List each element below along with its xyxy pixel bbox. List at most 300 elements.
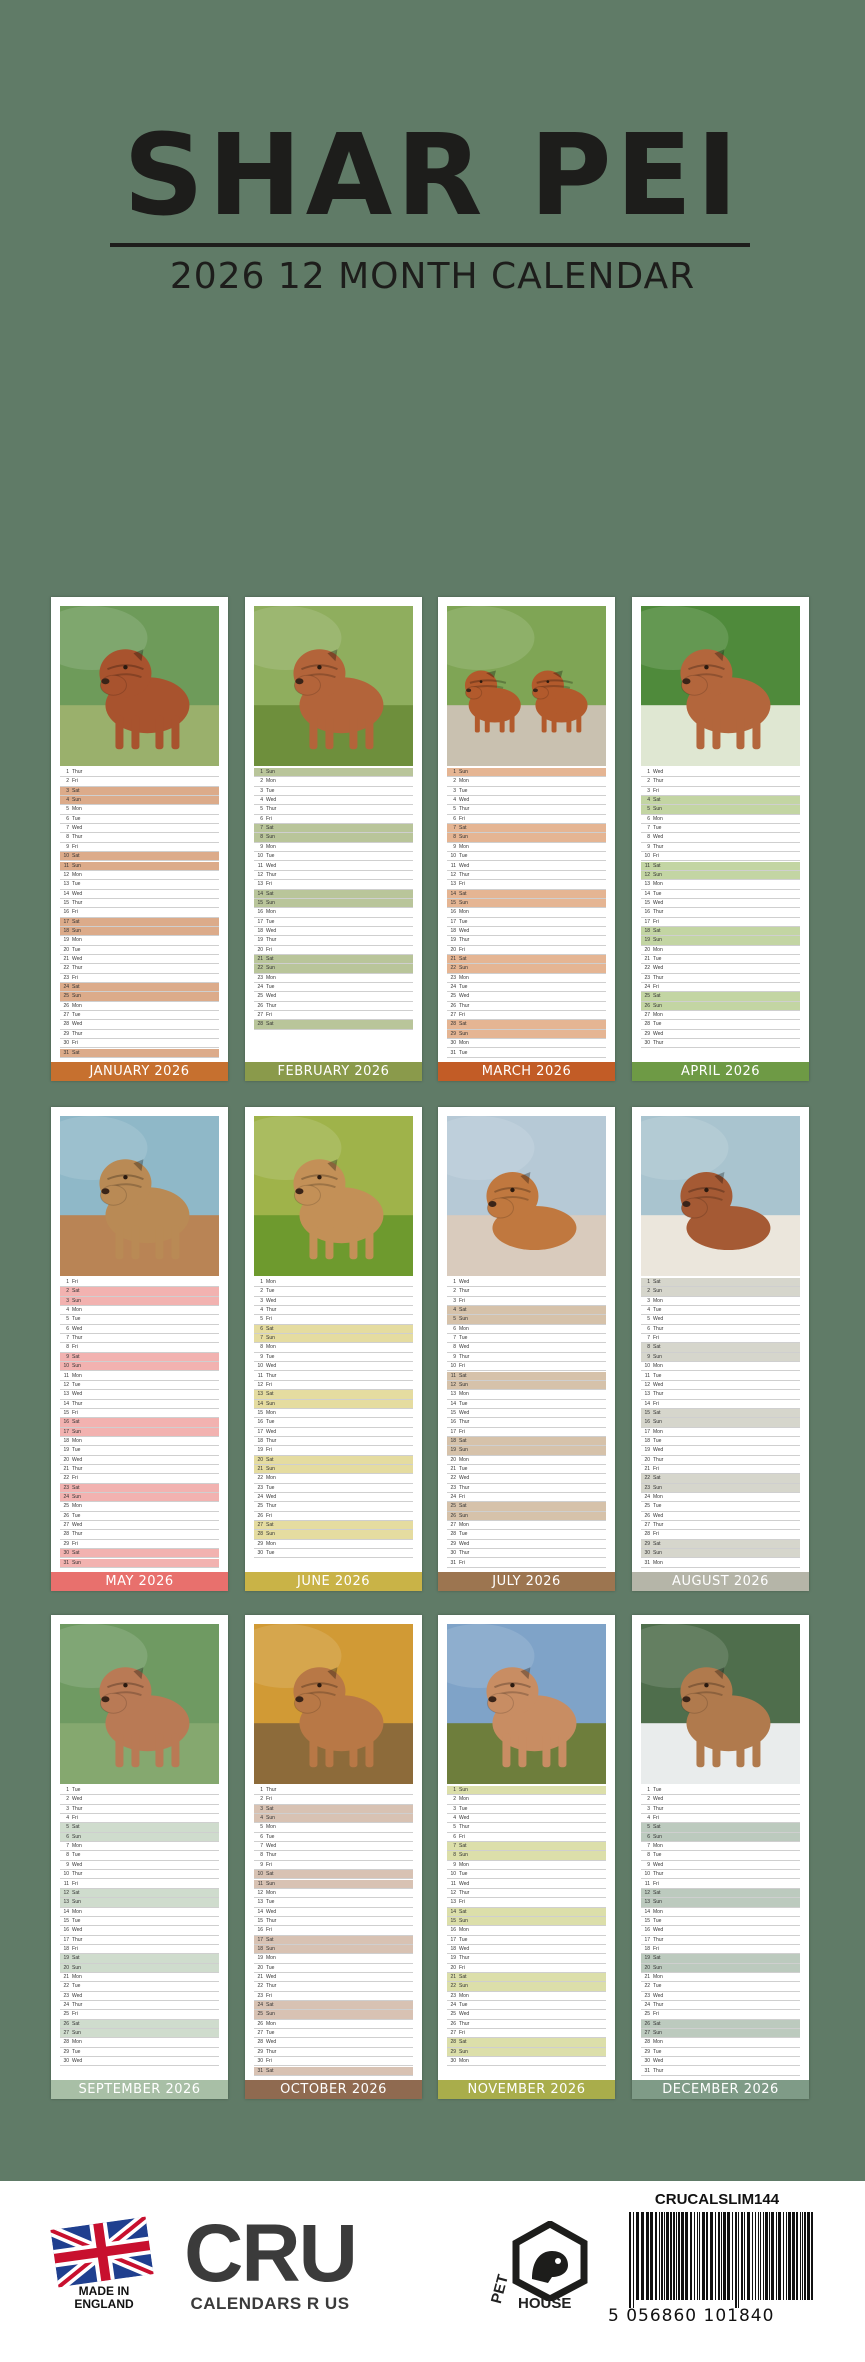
day-weekday: Tue [653, 1503, 662, 1510]
day-weekday: Sat [459, 1908, 467, 1915]
day-row [60, 2010, 219, 2019]
day-number: 20 [63, 1456, 69, 1463]
day-weekday: Tue [266, 1550, 275, 1557]
day-weekday: Sat [266, 1325, 274, 1332]
day-row [60, 1549, 219, 1558]
day-weekday: Fri [653, 853, 659, 860]
barcode-bar [741, 2212, 743, 2300]
day-number: 4 [260, 1815, 263, 1822]
day-number: 10 [63, 1363, 69, 1370]
day-row [641, 1446, 800, 1455]
barcode-bar [776, 2212, 777, 2300]
barcode-bar [681, 2212, 684, 2300]
day-number: 17 [450, 1936, 456, 1943]
day-row [447, 955, 606, 964]
day-row [447, 1898, 606, 1907]
month-photo [447, 1116, 606, 1276]
day-number: 13 [450, 1391, 456, 1398]
day-number: 26 [63, 2020, 69, 2027]
day-weekday: Sat [266, 1805, 274, 1812]
day-number: 29 [257, 1540, 263, 1547]
day-weekday: Thur [653, 778, 664, 785]
day-row [60, 1512, 219, 1521]
day-weekday: Wed [653, 1316, 664, 1323]
day-number: 17 [63, 1428, 69, 1435]
day-row [254, 2038, 413, 2047]
day-weekday: Wed [266, 1494, 277, 1501]
day-row [641, 1409, 800, 1418]
day-weekday: Thur [459, 2020, 470, 2027]
day-weekday: Mon [459, 1927, 469, 1934]
day-weekday: Wed [266, 1363, 277, 1370]
day-weekday: Wed [459, 1279, 470, 1285]
day-row [60, 1437, 219, 1446]
day-row [60, 1456, 219, 1465]
day-row [60, 983, 219, 992]
day-row [254, 2010, 413, 2019]
day-number: 11 [63, 1880, 69, 1887]
day-weekday: Mon [72, 2039, 82, 2046]
day-row [641, 2010, 800, 2019]
day-row [641, 1851, 800, 1860]
day-weekday: Mon [72, 1437, 82, 1444]
day-weekday: Fri [72, 1540, 78, 1547]
day-row [447, 908, 606, 917]
day-weekday: Thur [653, 1522, 664, 1529]
day-weekday: Thur [266, 1852, 277, 1859]
day-weekday: Sat [459, 825, 467, 832]
day-row [60, 2048, 219, 2057]
day-row [254, 1418, 413, 1427]
day-weekday: Fri [72, 1344, 78, 1351]
day-number: 23 [257, 974, 263, 981]
day-row [60, 1400, 219, 1409]
shar-pei-photo-icon [447, 1624, 606, 1784]
day-row [641, 1381, 800, 1390]
barcode-bar [752, 2212, 753, 2300]
day-number: 12 [63, 1889, 69, 1896]
day-number: 30 [644, 1550, 650, 1557]
day-row [447, 1992, 606, 2001]
day-row [254, 890, 413, 899]
pet-house-word-pet: PET [488, 2272, 512, 2306]
day-number: 29 [644, 1540, 650, 1547]
day-weekday: Thur [72, 2002, 83, 2009]
day-row [60, 1020, 219, 1029]
day-weekday: Fri [653, 787, 659, 794]
day-row [447, 1870, 606, 1879]
day-weekday: Fri [653, 918, 659, 925]
day-row [60, 1315, 219, 1324]
day-row [641, 1889, 800, 1898]
day-number: 29 [63, 1540, 69, 1547]
made-in-england-badge [52, 2223, 156, 2311]
day-weekday: Tue [72, 815, 81, 822]
day-row [641, 1334, 800, 1343]
union-flag-icon [50, 2217, 153, 2288]
day-weekday: Tue [266, 2030, 275, 2037]
month-photo [641, 606, 800, 766]
day-weekday: Sun [459, 1512, 468, 1519]
day-row [60, 1409, 219, 1418]
day-row [60, 1908, 219, 1917]
day-number: 18 [450, 927, 456, 934]
day-weekday: Mon [72, 1843, 82, 1850]
day-row [254, 796, 413, 805]
day-row [60, 1030, 219, 1039]
day-weekday: Wed [266, 1428, 277, 1435]
day-number: 12 [257, 1889, 263, 1896]
day-weekday: Tue [459, 1335, 468, 1342]
day-number: 1 [66, 769, 69, 775]
day-row [254, 1011, 413, 1020]
day-weekday: Mon [459, 1522, 469, 1529]
day-weekday: Thur [72, 899, 83, 906]
day-weekday: Sat [653, 1409, 661, 1416]
day-number: 1 [260, 769, 263, 775]
day-number: 24 [257, 2002, 263, 2009]
day-weekday: Sun [72, 862, 81, 869]
day-weekday: Sat [653, 993, 661, 1000]
day-number: 7 [647, 1335, 650, 1342]
day-weekday: Mon [72, 1908, 82, 1915]
day-number: 24 [63, 984, 69, 991]
day-row [254, 880, 413, 889]
day-weekday: Wed [459, 993, 470, 1000]
day-row [447, 918, 606, 927]
day-list [641, 1786, 800, 2076]
day-row [60, 890, 219, 899]
day-weekday: Fri [266, 1447, 272, 1454]
barcode-bar [796, 2212, 798, 2300]
day-number: 18 [63, 927, 69, 934]
day-number: 14 [63, 1400, 69, 1407]
month-november [438, 1615, 615, 2099]
day-weekday: Wed [653, 1796, 664, 1803]
cru-logo [180, 2208, 360, 2314]
day-number: 10 [644, 1363, 650, 1370]
day-number: 29 [450, 2048, 456, 2055]
day-row [447, 1409, 606, 1418]
day-weekday: Mon [72, 1307, 82, 1314]
shar-pei-photo-icon [641, 1624, 800, 1784]
day-row [447, 1530, 606, 1539]
day-row [60, 2057, 219, 2066]
day-row [641, 936, 800, 945]
day-number: 15 [644, 1409, 650, 1416]
month-label: DECEMBER 2026 [632, 2080, 809, 2099]
day-row [254, 1400, 413, 1409]
day-number: 14 [257, 1908, 263, 1915]
day-number: 27 [257, 1012, 263, 1019]
day-weekday: Thur [266, 1787, 277, 1793]
day-weekday: Sat [72, 853, 80, 860]
day-weekday: Mon [266, 1279, 276, 1285]
day-number: 24 [644, 984, 650, 991]
barcode-bar [769, 2212, 770, 2300]
day-row [641, 1917, 800, 1926]
day-weekday: Tue [266, 853, 275, 860]
day-row [447, 1954, 606, 1963]
day-number: 22 [450, 965, 456, 972]
day-weekday: Sun [653, 1353, 662, 1360]
day-number: 8 [647, 834, 650, 841]
day-number: 30 [450, 2058, 456, 2065]
day-row [254, 918, 413, 927]
day-weekday: Sat [653, 1475, 661, 1482]
month-photo [60, 606, 219, 766]
barcode-bar [771, 2212, 774, 2300]
day-weekday: Mon [266, 909, 276, 916]
day-weekday: Thur [653, 1456, 664, 1463]
month-january [51, 597, 228, 1081]
day-weekday: Thur [72, 1805, 83, 1812]
day-row [641, 1795, 800, 1804]
day-weekday: Tue [72, 946, 81, 953]
day-weekday: Tue [266, 1484, 275, 1491]
day-row [254, 1456, 413, 1465]
day-number: 2 [453, 1288, 456, 1295]
day-row [447, 2048, 606, 2057]
day-number: 23 [257, 1992, 263, 1999]
day-weekday: Sat [266, 1021, 274, 1028]
day-row [60, 1287, 219, 1296]
day-number: 23 [644, 1484, 650, 1491]
day-weekday: Fri [266, 1316, 272, 1323]
day-number: 10 [63, 853, 69, 860]
day-row [254, 1409, 413, 1418]
day-number: 7 [453, 1335, 456, 1342]
day-number: 20 [63, 1964, 69, 1971]
day-row [254, 899, 413, 908]
day-number: 27 [63, 1012, 69, 1019]
day-row [60, 1334, 219, 1343]
day-number: 28 [257, 2039, 263, 2046]
day-weekday: Mon [653, 1297, 663, 1304]
day-row [447, 1880, 606, 1889]
day-weekday: Thur [72, 1400, 83, 1407]
day-number: 24 [644, 1494, 650, 1501]
day-weekday: Mon [653, 1908, 663, 1915]
day-number: 19 [63, 937, 69, 944]
day-row [447, 964, 606, 973]
day-weekday: Thur [72, 1936, 83, 1943]
day-row [447, 1039, 606, 1048]
day-row [254, 768, 413, 777]
day-row [254, 1530, 413, 1539]
day-row [60, 1011, 219, 1020]
day-number: 6 [453, 815, 456, 822]
day-row [447, 1833, 606, 1842]
day-row [254, 2067, 413, 2076]
day-row [641, 1964, 800, 1973]
day-number: 1 [453, 1279, 456, 1285]
day-row [60, 1039, 219, 1048]
day-row [254, 1381, 413, 1390]
day-row [254, 1842, 413, 1851]
day-weekday: Mon [266, 974, 276, 981]
day-weekday: Wed [459, 2011, 470, 2018]
day-row [60, 1964, 219, 1973]
day-row [254, 777, 413, 786]
day-number: 12 [450, 1381, 456, 1388]
day-weekday: Sun [459, 834, 468, 841]
day-row [447, 796, 606, 805]
day-weekday: Wed [653, 834, 664, 841]
day-weekday: Wed [72, 825, 83, 832]
day-row [60, 862, 219, 871]
day-row [447, 805, 606, 814]
day-row [254, 1474, 413, 1483]
day-weekday: Sat [266, 956, 274, 962]
day-number: 14 [63, 1908, 69, 1915]
day-row [254, 1549, 413, 1558]
day-number: 15 [257, 1917, 263, 1924]
day-number: 15 [257, 899, 263, 906]
day-number: 12 [257, 1381, 263, 1388]
day-number: 1 [647, 1279, 650, 1285]
day-weekday: Sat [653, 927, 661, 934]
day-number: 17 [450, 1428, 456, 1435]
day-weekday: Sat [653, 1540, 661, 1547]
month-photo [641, 1624, 800, 1784]
day-number: 10 [257, 1363, 263, 1370]
day-weekday: Sat [266, 2067, 274, 2074]
day-weekday: Mon [72, 937, 82, 944]
day-row [447, 1823, 606, 1832]
day-row [641, 1493, 800, 1502]
day-weekday: Sun [653, 1899, 662, 1906]
barcode-bar [646, 2212, 649, 2300]
day-number: 3 [66, 1297, 69, 1304]
day-number: 28 [257, 1531, 263, 1538]
day-weekday: Sat [72, 2020, 80, 2027]
day-weekday: Fri [266, 2058, 272, 2065]
month-label: JANUARY 2026 [51, 1062, 228, 1081]
day-weekday: Sat [72, 1288, 80, 1295]
barcode-bar [699, 2212, 700, 2300]
day-number: 24 [450, 2002, 456, 2009]
day-number: 7 [453, 825, 456, 832]
month-label: NOVEMBER 2026 [438, 2080, 615, 2099]
day-weekday: Mon [266, 2020, 276, 2027]
day-number: 21 [63, 956, 69, 962]
day-row [641, 805, 800, 814]
day-weekday: Wed [653, 1030, 664, 1037]
day-row [254, 2048, 413, 2057]
day-row [254, 1306, 413, 1315]
month-photo [447, 1624, 606, 1784]
cru-logo-tagline: CALENDARS R US [190, 2294, 350, 2313]
day-weekday: Tue [266, 984, 275, 991]
day-number: 27 [644, 1012, 650, 1019]
day-weekday: Tue [653, 1437, 662, 1444]
day-number: 30 [257, 2058, 263, 2065]
day-row [254, 1002, 413, 1011]
day-number: 18 [644, 1945, 650, 1952]
barcode-number: 5 056860 101840 [608, 2306, 775, 2326]
day-weekday: Sun [72, 797, 81, 804]
day-weekday: Wed [459, 1540, 470, 1547]
day-row [641, 1030, 800, 1039]
day-row [641, 1559, 800, 1568]
day-weekday: Sat [72, 1824, 80, 1831]
day-number: 18 [450, 1945, 456, 1952]
day-weekday: Sun [72, 927, 81, 934]
day-number: 13 [63, 1899, 69, 1906]
day-number: 4 [66, 1307, 69, 1314]
day-row [447, 787, 606, 796]
day-row [447, 1795, 606, 1804]
day-number: 23 [63, 1484, 69, 1491]
day-row [60, 1880, 219, 1889]
day-weekday: Thur [459, 1955, 470, 1962]
day-weekday: Sun [653, 1484, 662, 1491]
day-row [60, 1889, 219, 1898]
barcode-bar [673, 2212, 675, 2300]
day-number: 16 [257, 1927, 263, 1934]
day-number: 11 [257, 1880, 263, 1887]
day-row [447, 1306, 606, 1315]
day-weekday: Mon [653, 1428, 663, 1435]
day-row [447, 1400, 606, 1409]
day-weekday: Tue [72, 1012, 81, 1019]
day-row [447, 833, 606, 842]
day-row [641, 1362, 800, 1371]
day-row [641, 1786, 800, 1795]
day-number: 18 [257, 927, 263, 934]
day-row [447, 1805, 606, 1814]
day-weekday: Wed [72, 1325, 83, 1332]
day-number: 13 [644, 1391, 650, 1398]
day-weekday: Tue [459, 1805, 468, 1812]
day-number: 6 [453, 1325, 456, 1332]
day-weekday: Tue [266, 1353, 275, 1360]
day-number: 27 [644, 1522, 650, 1529]
day-weekday: Sat [653, 1889, 661, 1896]
day-weekday: Thur [266, 806, 277, 813]
day-number: 21 [63, 1466, 69, 1472]
day-number: 10 [63, 1871, 69, 1878]
day-row [447, 1521, 606, 1530]
day-row [447, 927, 606, 936]
day-row [447, 1334, 606, 1343]
day-number: 19 [257, 937, 263, 944]
day-number: 29 [450, 1030, 456, 1037]
day-weekday: Wed [72, 1456, 83, 1463]
day-row [641, 777, 800, 786]
day-row [641, 1372, 800, 1381]
day-number: 18 [644, 1437, 650, 1444]
day-row [60, 955, 219, 964]
day-weekday: Fri [653, 1880, 659, 1887]
day-number: 31 [63, 1559, 69, 1566]
day-number: 20 [450, 1456, 456, 1463]
day-weekday: Thur [266, 871, 277, 878]
day-row [641, 946, 800, 955]
day-row [254, 1278, 413, 1287]
day-row [60, 1833, 219, 1842]
day-number: 22 [63, 1983, 69, 1990]
day-weekday: Sat [653, 797, 661, 804]
day-row [641, 1325, 800, 1334]
day-row [641, 787, 800, 796]
day-number: 16 [644, 909, 650, 916]
day-row [641, 1926, 800, 1935]
day-row [60, 1353, 219, 1362]
month-march [438, 597, 615, 1081]
day-row [641, 927, 800, 936]
